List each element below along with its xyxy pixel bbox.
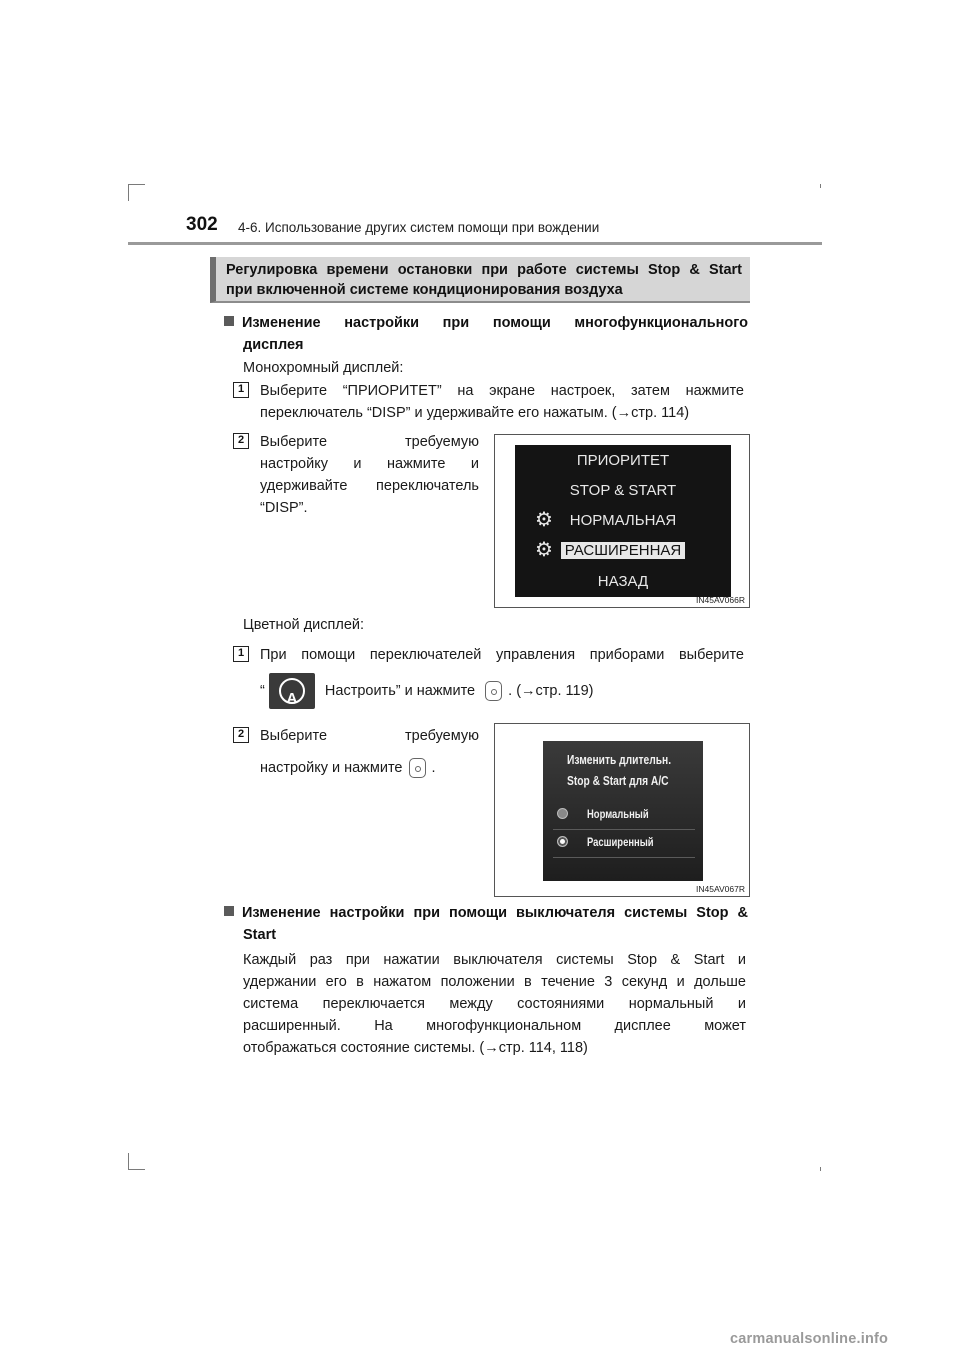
section-title-line-1: Регулировка времени остановки при работе системы Stop & Start	[226, 262, 742, 278]
color-step-1-line-2: “ A Настроить” и нажмите . (→стр. 119)	[260, 673, 744, 709]
mfd-heading-line-1: Изменение настройки при помощи многофункционального	[242, 315, 748, 331]
step-number: 2	[233, 433, 249, 449]
option-divider	[553, 829, 695, 830]
settings-a-icon: A	[269, 673, 315, 709]
crop-mark-top-right	[820, 184, 821, 188]
square-bullet-icon	[224, 316, 234, 326]
color-display-screenshot	[494, 723, 750, 897]
color-screen	[543, 741, 703, 881]
option-extended: Расширенный	[587, 837, 654, 849]
color-screen-title-1: Изменить длительн.	[567, 753, 672, 767]
step-number: 1	[233, 646, 249, 662]
step-number: 2	[233, 727, 249, 743]
crop-mark-bottom-right	[820, 1167, 821, 1171]
image-code: IN45AV066R	[696, 595, 745, 605]
watermark: carmanualsonline.info	[730, 1331, 889, 1347]
section-title-line-2: при включенной системе кондиционирования воздуха	[226, 282, 623, 298]
crop-mark-top-left-h	[128, 184, 145, 185]
image-code: IN45AV067R	[696, 884, 745, 894]
crop-mark-bottom-left-v	[128, 1153, 129, 1170]
switch-heading-line-2: Start	[243, 927, 277, 943]
radio-on-icon	[557, 836, 568, 847]
page-number: 302	[186, 214, 218, 235]
color-screen-title-2: Stop & Start для A/C	[567, 774, 669, 788]
step-number: 1	[233, 382, 249, 398]
mono-display-screenshot	[494, 434, 750, 608]
enter-button-icon	[409, 758, 426, 778]
chapter-title: 4-6. Использование других систем помощи при вождении	[238, 220, 600, 235]
mfd-heading-line-2: дисплея	[243, 337, 304, 353]
switch-body: Каждый раз при нажатии выключателя системы Stop & Start и удержании его в нажатом положении в течение 3 секунд и дольше система переключается между состояниями нормальный и расширенный. На многофункциональном дисплее может отображаться состояние системы. (→стр. 114, 118)	[243, 952, 746, 1056]
mono-step-1-text: Выберите “ПРИОРИТЕТ” на экране настроек, затем нажмите переключатель “DISP” и удерживайте его нажатым. (→стр. 114)	[260, 383, 744, 421]
mono-step-2-text: Выберите требуемую настройку и нажмите и удерживайте переключатель “DISP”.	[260, 434, 479, 516]
mono-row-extended: РАСШИРЕННАЯ	[515, 542, 731, 559]
option-normal: Нормальный	[587, 809, 649, 821]
enter-button-icon	[485, 681, 502, 701]
switch-heading-line-1: Изменение настройки при помощи выключателя системы Stop &	[242, 905, 748, 921]
square-bullet-icon	[224, 906, 234, 916]
switch-subheading	[224, 902, 748, 946]
crop-mark-bottom-left-h	[128, 1169, 145, 1170]
mono-screen	[515, 445, 731, 597]
color-display-label: Цветной дисплей:	[243, 617, 365, 633]
mono-display-label: Монохромный дисплей:	[243, 360, 404, 376]
gear-icon: ⚙	[535, 539, 553, 561]
crop-mark-top-left-v	[128, 184, 129, 201]
section-title-box	[210, 257, 750, 303]
option-divider	[553, 857, 695, 858]
mono-row-stop-start: STOP & START	[569, 482, 677, 499]
color-step-1-line-1: При помощи переключателей управления приборами выберите	[260, 647, 744, 663]
mono-row-priority: ПРИОРИТЕТ	[576, 452, 670, 469]
mono-row-back: НАЗАД	[597, 573, 649, 590]
radio-off-icon	[557, 808, 568, 819]
mfd-subheading	[224, 312, 748, 356]
gear-icon: ⚙	[535, 509, 553, 531]
header-rule	[128, 242, 822, 245]
color-step-2-text: Выберите требуемую настройку и нажмите .	[260, 725, 479, 781]
mono-row-normal: НОРМАЛЬНАЯ	[569, 512, 677, 529]
